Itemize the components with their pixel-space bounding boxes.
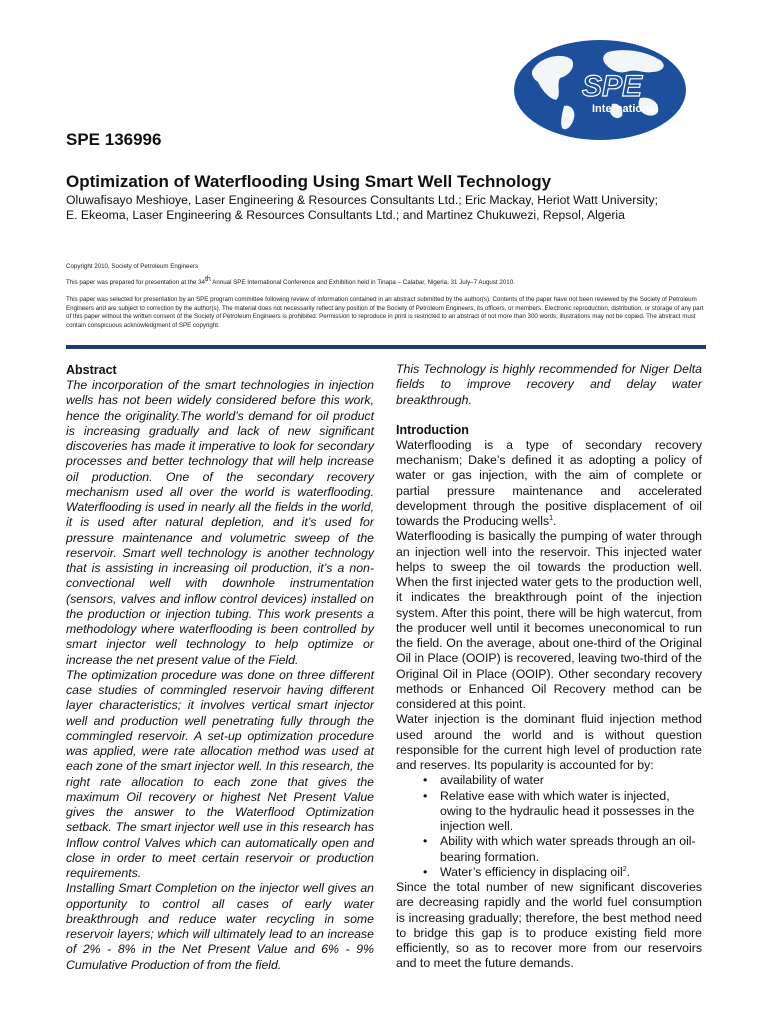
reference-2: 2 <box>622 865 627 873</box>
intro-p1-end: . <box>553 514 557 528</box>
paper-number: SPE 136996 <box>66 130 162 149</box>
spe-international-logo <box>512 38 688 142</box>
left-column <box>66 362 374 973</box>
water-injection-reasons-list <box>396 773 702 880</box>
reference-1: 1 <box>549 514 554 522</box>
list-item: • Relative ease with which water is injected, owing to the hydraulic head it possesses in the injection well. <box>440 789 702 835</box>
abstract-paragraph-2: The optimization procedure was done on three different case studies of commingled reservoir having different layer characteristics; it involves vertical smart injector well and production well penetrating fully through the commingled reservoir. A set-up optimization procedure was applied, were rate allocation method was used at each zone of the smart injector well. In this research, the right rate allocation to each zone that gives the maximum Oil recovery or highest Net Present Value gives the answer to the Waterflood Optimization setback. The smart injector well use in this research has Inflow control Valves which can automatically open and close in order to meet certain reservoir or production requirements. <box>66 667 374 880</box>
bullet-4-end: . <box>626 864 631 879</box>
presentation-notice <box>66 275 706 288</box>
introduction-heading: Introduction <box>396 422 469 437</box>
abstract-paragraph-1: The incorporation of the smart technologies in injection wells has not been widely considered before this work, hence the originality.The world’s demand for oil product is increasing gradually and lack of new significant discoveries has made it imperative to look for secondary processes and better technology that will help increase oil production. One of the secondary recovery mechanism used all over the world is waterflooding. Waterflooding is used in nearly all the fields in the world, it is used after natural depletion, and it’s used for pressure maintenance and volumetric sweep of the reservoir. Smart well technology is another technology that is assisting in increasing oil production, it’s a non-convectional well with downhole instrumentation (sensors, valves and inflow control devices) installed on the production or injection tubing. This work presents a methodology where waterflooding is been controlled by smart injector well technology to help optimize or increase the net present value of the Field. <box>66 378 374 667</box>
introduction-paragraph-1 <box>396 438 702 530</box>
list-item <box>440 865 702 880</box>
introduction-paragraph-4: Since the total number of new significant discoveries are decreasing rapidly and the world fuel consumption is increasing gradually; therefore, the best method need to bridge this gap is to produce existing field more efficiently, so as to recover more from our reservoirs and to meet the future demands. <box>396 880 702 971</box>
logo-spe-text: SPE <box>582 70 643 103</box>
authors-line-2: E. Ekeoma, Laser Engineering & Resources Consultants Ltd.; and Martinez Chukuwezi, Repsol, Algeria <box>66 208 625 222</box>
paper-title: Optimization of Waterflooding Using Smart Well Technology <box>66 172 552 191</box>
copyright-notice: Copyright 2010, Society of Petroleum Engineers <box>66 263 199 270</box>
intro-p1-text: Waterflooding is a type of secondary recovery mechanism; Dake’s defined it as adopting a policy of water or gas injection, with the aim of complete or partial pressure maintenance and accelerated development through the positive displacement of oil towards the Producing wells <box>396 437 702 528</box>
presentation-notice-text: This paper was prepared for presentation at the 34 <box>66 279 205 286</box>
section-divider <box>66 345 706 349</box>
list-item: • availability of water <box>440 773 702 788</box>
ordinal-suffix: th <box>204 275 211 283</box>
authors-line-1: Oluwafisayo Meshioye, Laser Engineering & Resources Consultants Ltd.; Eric Mackay, Heriot Watt University; <box>66 193 659 207</box>
abstract-paragraph-3: Installing Smart Completion on the injector well gives an opportunity to control all cases of early water breakthrough and reduce water recycling in some reservoir layers; which will ultimately lead to an increase of 2% - 8% in the Net Present Value and 6% - 9% Cumulative Production of from the field. <box>66 881 374 972</box>
list-item: • Ability with which water spreads through an oil-bearing formation. <box>440 834 702 865</box>
introduction-paragraph-3: Water injection is the dominant fluid injection method used around the world and is without question responsible for the current high level of production rate and reserves. Its popularity is accounted for by: <box>396 712 702 772</box>
bullet-4-text: Water’s efficiency in displacing oil <box>440 864 623 879</box>
abstract-heading: Abstract <box>66 363 117 377</box>
selection-notice: This paper was selected for presentation by an SPE program committee following review of information contained in an abstract submitted by the author(s). Contents of the paper have not been reviewed by the Society of Petroleum Engineers and are subject to correction by the author(s). The material does not necessarily reflect any position of the Society of Petroleum Engineers, its officers, or members. Electronic reproduction, distribution, or storage of any part of this paper without the written consent of the Society of Petroleum Engineers is prohibited. Permission to reproduce in print is restricted to an abstract of not more than 300 words; illustrations may not be copied. The abstract must contain conspicuous acknowledgment of SPE copyright. <box>66 296 704 329</box>
presentation-notice-text-end: Annual SPE International Conference and Exhibition held in Tinapa – Calabar, Nigeria, 31 July–7 August 2010. <box>210 279 515 286</box>
introduction-paragraph-2: Waterflooding is basically the pumping of water through an injection well into the reservoir. This injected water helps to sweep the oil towards the production well. When the first injected water gets to the production well, it indicates the breakthrough point of the injection system. After this point, there will be high watercut, from the producer well until it becomes uneconomical to run the field. On the average, about one-third of the Original Oil in Place (OOIP) is recovered, leaving two-third of the Original Oil in Place (OOIP). Other secondary recovery methods or Enhanced Oil Recovery method can be considered at this point. <box>396 529 702 711</box>
paragraph-gap <box>396 408 702 422</box>
abstract-paragraph-4: This Technology is highly recommended for Niger Delta fields to improve recovery and delay water breakthrough. <box>396 362 702 407</box>
author-list <box>66 193 696 223</box>
logo-international-text: International <box>592 103 659 115</box>
right-column <box>396 362 702 972</box>
